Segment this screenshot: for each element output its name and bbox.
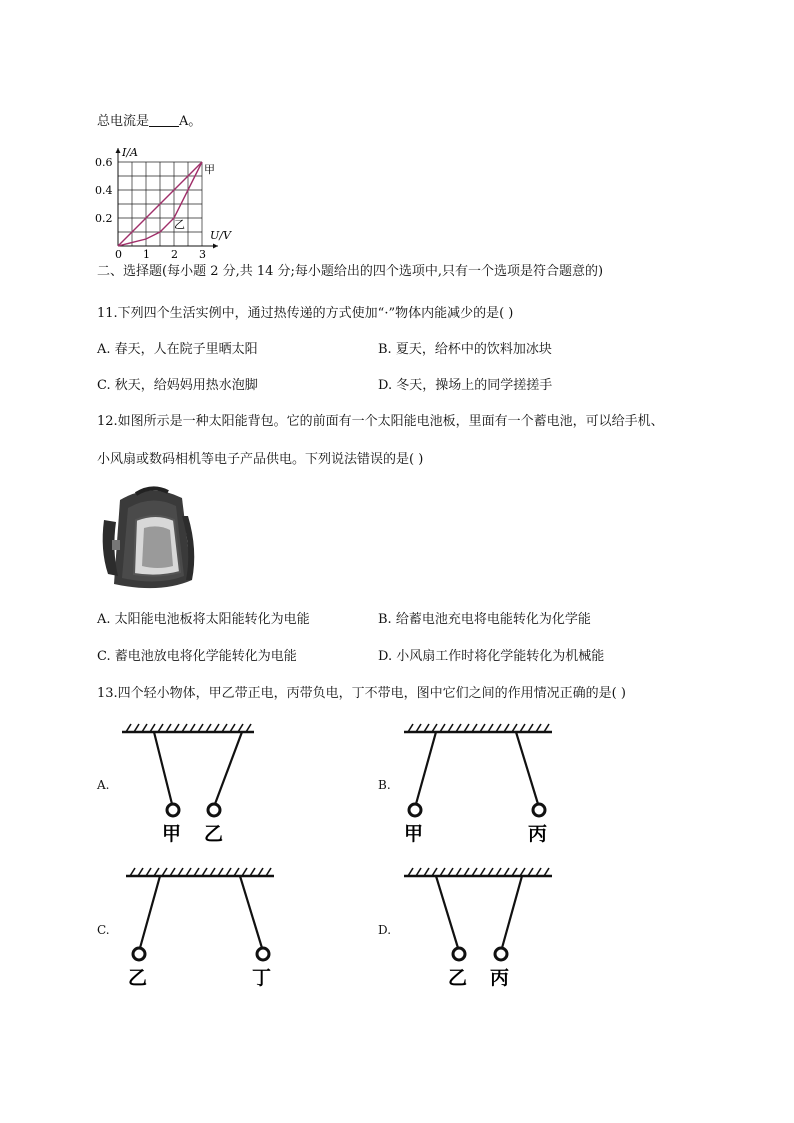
solar-backpack-image	[100, 480, 200, 600]
section-heading: 二、选择题(每小题 2 分,共 14 分;每小题给出的四个选项中,只有一个选项是符合题意的)	[97, 264, 604, 279]
series-label-yi: 乙	[174, 218, 185, 231]
pendulum-figure-b	[402, 722, 562, 852]
ball-label-right: 乙	[204, 823, 224, 845]
y-tick-label: 0.4	[95, 184, 113, 197]
q12-stem-line2: 小风扇或数码相机等电子产品供电。下列说法错误的是( )	[97, 452, 424, 467]
q12-option-b[interactable]: B. 给蓄电池充电将电能转化为化学能	[378, 612, 591, 627]
ball-label-left: 甲	[162, 823, 182, 845]
ball-label-right: 丁	[252, 967, 272, 989]
q11-option-b[interactable]: B. 夏天，给杯中的饮料加冰块	[378, 342, 552, 357]
ball-label-right: 丙	[490, 967, 510, 989]
y-tick-label: 0.6	[95, 156, 113, 169]
series-label-jia: 甲	[204, 163, 215, 176]
q10-text-after: A。	[179, 114, 202, 129]
q13-option-c-label[interactable]: C.	[97, 923, 110, 937]
y-tick-label: 0.2	[95, 212, 113, 225]
x-tick-label: 1	[143, 248, 150, 260]
x-axis-label: U/V	[210, 229, 231, 242]
q10-line	[97, 114, 201, 130]
ball-label-right: 丙	[528, 823, 548, 845]
q13-option-d-label[interactable]: D.	[378, 923, 392, 937]
q11-option-c[interactable]: C. 秋天，给妈妈用热水泡脚	[97, 378, 258, 393]
pendulum-figure-a	[118, 722, 268, 852]
pendulum-figure-d	[402, 866, 562, 996]
x-tick-label: 2	[171, 248, 178, 260]
chart-ticks	[95, 156, 206, 260]
q11-stem: 11.下列四个生活实例中，通过热传递的方式使加“·”物体内能减少的是( )	[97, 306, 514, 321]
q11-option-a[interactable]: A. 春天，人在院子里晒太阳	[97, 342, 258, 357]
q10-text-before: 总电流是	[97, 114, 150, 129]
q11-option-d[interactable]: D. 冬天，操场上的同学搓搓手	[378, 378, 553, 393]
q12-option-c[interactable]: C. 蓄电池放电将化学能转化为电能	[97, 649, 297, 664]
y-axis-arrow	[116, 148, 121, 153]
x-tick-label: 3	[199, 248, 206, 260]
q13-option-b-label[interactable]: B.	[378, 778, 391, 792]
q12-option-a[interactable]: A. 太阳能电池板将太阳能转化为电能	[97, 612, 310, 627]
x-tick-label: 0	[115, 248, 122, 260]
ball-label-left: 乙	[128, 967, 148, 989]
answer-blank[interactable]	[149, 114, 179, 127]
q12-stem-line1: 12.如图所示是一种太阳能背包。它的前面有一个太阳能电池板，里面有一个蓄电池，可以给手机、	[97, 414, 664, 429]
q13-stem: 13.四个轻小物体，甲乙带正电，丙带负电，丁不带电，图中它们之间的作用情况正确的是( )	[97, 686, 626, 701]
iu-chart	[92, 140, 252, 260]
q12-option-d[interactable]: D. 小风扇工作时将化学能转化为机械能	[378, 649, 605, 664]
pendulum-figure-c	[124, 866, 284, 996]
y-axis-label: I/A	[122, 146, 138, 159]
q13-option-a-label[interactable]: A.	[97, 778, 110, 792]
ball-label-left: 甲	[404, 823, 424, 845]
x-axis-arrow	[213, 244, 218, 249]
ball-label-left: 乙	[448, 967, 468, 989]
